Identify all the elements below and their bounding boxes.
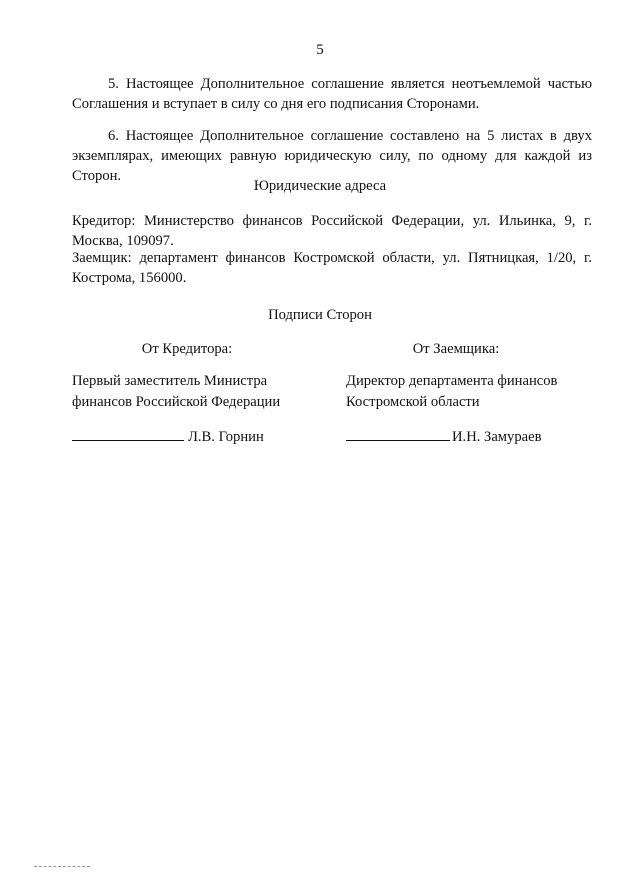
footer-rule: [34, 866, 90, 867]
creditor-signature-block: [72, 341, 332, 446]
borrower-position-line1: Директор департамента финансов: [346, 373, 558, 389]
creditor-position-line1: Первый заместитель Министра: [72, 373, 268, 389]
borrower-signature-block: [346, 341, 606, 446]
creditor-signature-line: [72, 426, 332, 446]
page-number: 5: [316, 42, 324, 58]
borrower-address: Заемщик: департамент финансов Костромской области, ул. Пятницкая, 1/20, г. Кострома, 156000.: [72, 250, 592, 286]
creditor-signatory: Л.В. Горнин: [188, 429, 264, 445]
clause-5: 5. Настоящее Дополнительное соглашение является неотъемлемой частью Соглашения и вступает в силу со дня его подписания Сторонами.: [72, 76, 592, 112]
clause-6: 6. Настоящее Дополнительное соглашение составлено на 5 листах в двух экземплярах, имеющих равную юридическую силу, по одному для каждой из Сторон.: [72, 128, 592, 184]
borrower-position: [346, 371, 606, 413]
borrower-signature-blank: [346, 426, 450, 441]
borrower-signature-line: [346, 426, 606, 446]
creditor-title: От Кредитора:: [141, 341, 233, 357]
creditor-position-line2: финансов Российской Федерации: [72, 394, 281, 410]
borrower-position-line2: Костромской области: [346, 394, 480, 410]
signatures-heading: Подписи Сторон: [268, 307, 372, 323]
borrower-signatory: И.Н. Замураев: [452, 429, 542, 445]
borrower-title: От Заемщика:: [412, 341, 500, 357]
creditor-address: Кредитор: Министерство финансов Российской Федерации, ул. Ильинка, 9, г. Москва, 109097.: [72, 213, 592, 249]
creditor-signature-blank: [72, 426, 184, 441]
addresses-heading: Юридические адреса: [253, 178, 387, 194]
creditor-position: [72, 371, 332, 413]
